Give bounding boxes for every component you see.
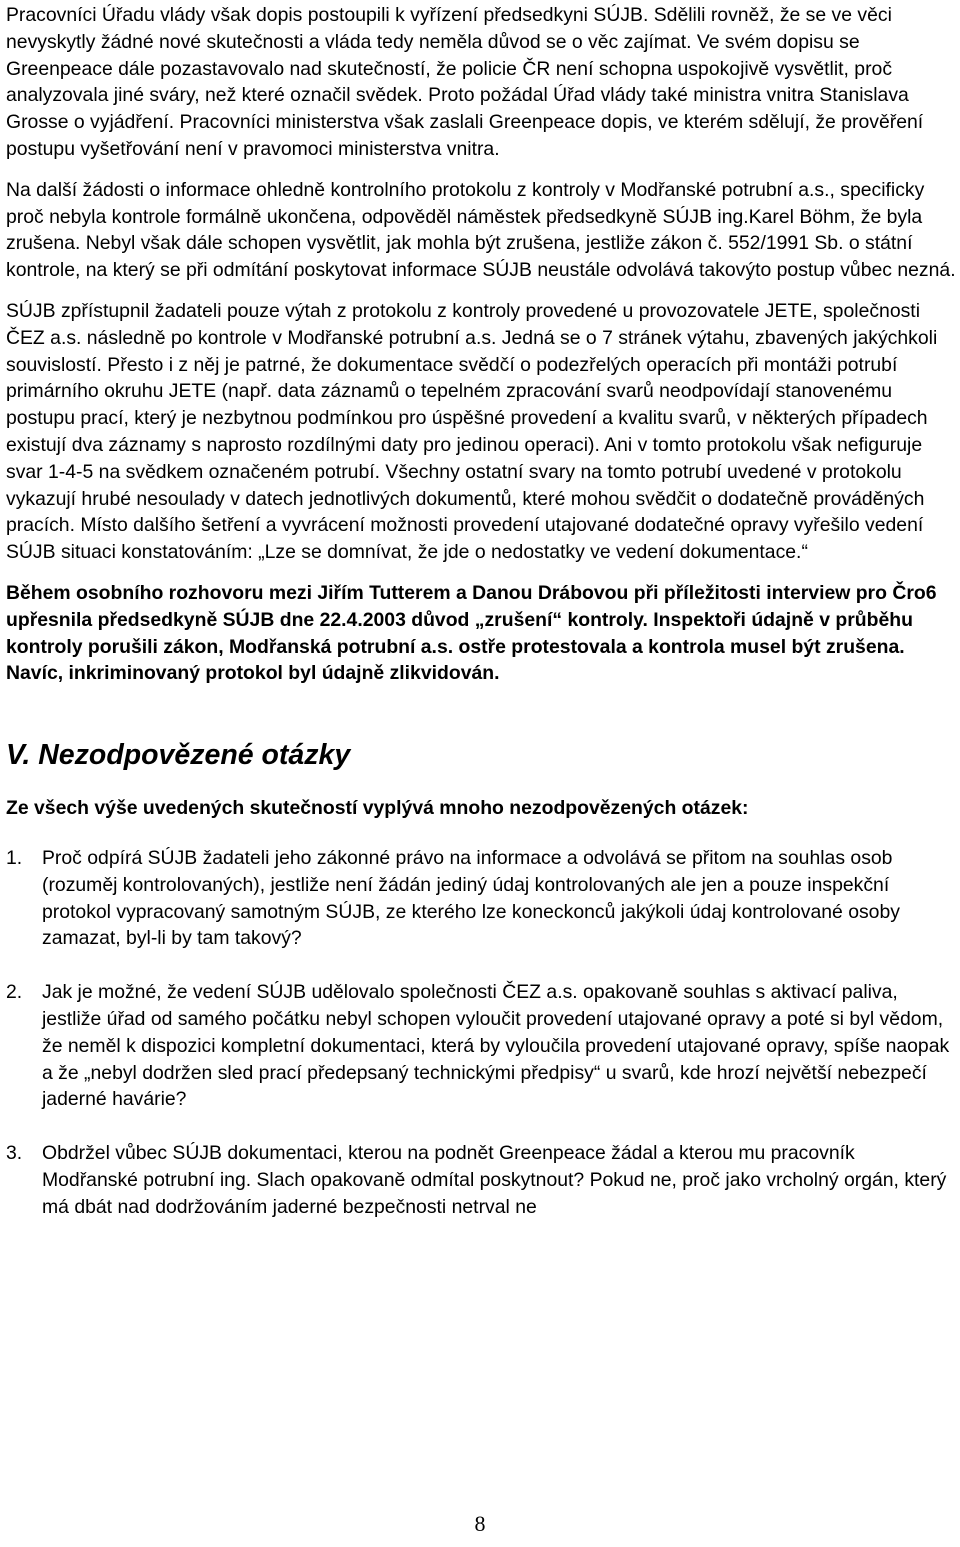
section-intro: Ze všech výše uvedených skutečností vyplývá mnoho nezodpovězených otázek:	[6, 797, 749, 820]
page-number: 8	[474, 1511, 486, 1536]
list-item	[6, 845, 956, 952]
list-item	[6, 1140, 956, 1220]
list-number: 3.	[6, 1142, 23, 1165]
list-text: Proč odpírá SÚJB žadateli jeho zákonné právo na informace a odvolává se přitom na souhlas osob (rozuměj kontrolovaných), jestliže není žádán jediný údaj kontrolovaných ale jen a pouze inspekční protokol vypracovaný samotným SÚJB, ze kterého lze koneckonců jakýkoli údaj kontrolované osoby zamazat, byl-li by tam takový?	[42, 846, 900, 950]
list-text: Jak je možné, že vedení SÚJB udělovalo společnosti ČEZ a.s. opakovaně souhlas s aktivací paliva, jestliže úřad od samého počátku nebyl schopen vyloučit provedení utajované opravy a poté si byl vědom, že neměl k dispozici kompletní dokumentaci, která by vyloučila provedení utajované opravy, spíše naopak a že „nebyl dodržen sled prací předepsaný technickými předpisy“ u svarů, kde hrozí největší nebezpečí jaderné havárie?	[42, 981, 950, 1111]
list-item	[6, 979, 956, 1113]
body-paragraph: Pracovníci Úřadu vlády však dopis postoupili k vyřízení předsedkyni SÚJB. Sdělili rovněž, že se ve věci nevyskytly žádné nové skutečnosti a vláda tedy neměla důvod se o věc zajímat. Ve svém dopisu se Greenpeace dále pozastavovalo nad skutečností, že policie ČR není schopna uspokojivě vysvětlit, proč analyzovala jiné sváry, než které označil svědek. Proto požádal Úřad vlády také ministra vnitra Stanislava Grosse o vyjádření. Pracovníci ministerstva však zaslali Greenpeace dopis, ve kterém sdělují, že prověření postupu vyšetřování není v pravomoci ministerstva vnitra.	[6, 4, 924, 160]
body-paragraph: Na další žádosti o informace ohledně kontrolního protokolu z kontroly v Modřanské potrubní a.s., specificky proč nebyla kontrole formálně ukončena, odpověděl náměstek předsedkyně SÚJB ing.Karel Böhm, že byla zrušena. Nebyl však dále schopen vysvětlit, jak mohla být zrušena, jestliže zákon č. 552/1991 Sb. o státní kontrole, na který se při odmítání poskytovat informace SÚJB neustále odvolává takovýto postup vůbec nezná.	[6, 178, 956, 282]
list-number: 1.	[6, 846, 23, 869]
list-number: 2.	[6, 981, 23, 1004]
section-heading: V. Nezodpovězené otázky	[6, 739, 351, 772]
body-paragraph: SÚJB zpřístupnil žadateli pouze výtah z protokolu z kontroly provedené u provozovatele JETE, společnosti ČEZ a.s. následně po kontrole v Modřanské potrubní a.s. Jedná se o 7 stránek výtahu, zbavených jakýchkoli souvislostí. Přesto i z něj je patrné, že dokumentace svědčí o podezřelých operacích při montáži potrubí primárního okruhu JETE (např. data záznamů o tepelném zpracování svarů neodpovídají stanovenému postupu prací, který je nezbytnou podmínkou pro úspěšné provedení a kvalitu svarů, v některých případech existují dva záznamy s naprosto rozdílnými daty pro jedinou operaci). Ani v tomto protokolu však nefiguruje svar 1-4-5 na svědkem označeném potrubí. Všechny ostatní svary na tomto potrubí uvedené v protokolu vykazují hrubé nesoulady v datech jednotlivých dokumentů, které mohou svědčit o dodatečně prováděných pracích. Místo dalšího šetření a vyvrácení možnosti provedení utajované dodatečné opravy vyřešilo vedení SÚJB situaci konstatováním: „Lze se domnívat, že jde o nedostatky ve vedení dokumentace.“	[6, 299, 938, 564]
bold-paragraph: Během osobního rozhovoru mezi Jiřím Tutterem a Danou Drábovou při příležitosti interview pro Čro6 upřesnila předsedkyně SÚJB dne 22.4.2003 důvod „zrušení“ kontroly. Inspektoři údajně v průběhu kontroly porušili zákon, Modřanská potrubní a.s. ostře protestovala a kontrola musel být zrušena. Navíc, inkriminovaný protokol byl údajně zlikvidován.	[6, 581, 937, 685]
document-page	[6, 0, 956, 1220]
list-text: Obdržel vůbec SÚJB dokumentaci, kterou na podnět Greenpeace žádal a kterou mu pracovník Modřanské potrubní ing. Slach opakovaně odmítal poskytnout? Pokud ne, proč jako vrcholný orgán, který má dbát nad dodržováním jaderné bezpečnosti netrval ne	[42, 1142, 947, 1218]
